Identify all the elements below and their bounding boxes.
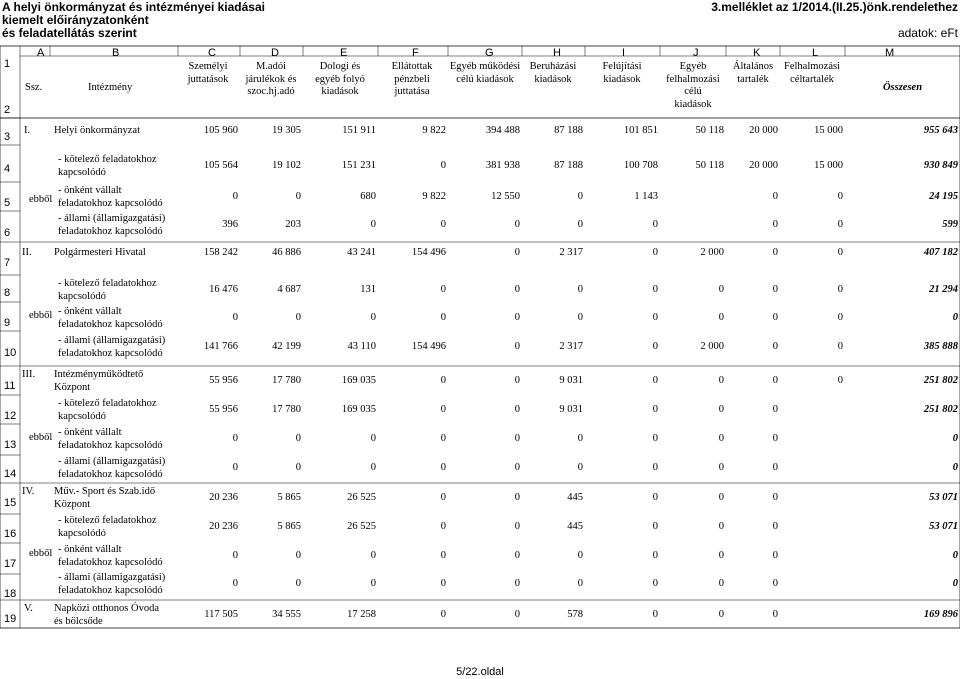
row-value: 0: [440, 462, 446, 473]
row-label: - kötelező feladatokhoz: [58, 398, 157, 409]
row-label: feladatokhoz kapcsolódó: [58, 439, 163, 451]
row-value: 154 496: [411, 341, 446, 352]
row-label: - kötelező feladatokhoz: [58, 278, 157, 289]
row-value: 0: [718, 375, 724, 386]
row-value: 0: [772, 550, 778, 561]
row-label: - önként vállalt: [58, 306, 122, 317]
header-munkaadoi: M.adói: [255, 61, 287, 72]
header-dologi: kiadások: [321, 86, 359, 97]
row-value: 0: [514, 219, 520, 230]
row-total: 251 802: [923, 375, 958, 386]
row-value: 0: [652, 284, 658, 295]
row-value: 0: [440, 312, 446, 323]
row-value: 50 118: [695, 160, 724, 171]
row-value: 0: [295, 578, 301, 589]
row-value: 26 525: [347, 521, 376, 532]
row-roman-numeral: II.: [22, 247, 32, 258]
row-value: 9 822: [422, 125, 446, 136]
row-value: 46 886: [272, 247, 301, 258]
row-value: 20 000: [749, 125, 778, 136]
row-value: 0: [514, 404, 520, 415]
ebbol-label: ebből: [29, 432, 53, 443]
row-label: feladatokhoz kapcsolódó: [58, 584, 163, 596]
row-value: 0: [370, 312, 376, 323]
row-total: 955 643: [923, 125, 958, 136]
header-felhalmozasi-celtartalek: Felhalmozási: [784, 61, 840, 72]
row-value: 0: [577, 433, 583, 444]
row-value: 0: [514, 492, 520, 503]
row-value: 50 118: [695, 125, 724, 136]
row-label: kapcsolódó: [58, 410, 106, 422]
row-value: 0: [440, 492, 446, 503]
column-letter: L: [812, 47, 819, 59]
row-value: 0: [772, 433, 778, 444]
row-value: 0: [514, 550, 520, 561]
row-total: 407 182: [923, 247, 958, 258]
ebbol-label: ebből: [29, 310, 53, 321]
row-value: 0: [440, 550, 446, 561]
row-value: 0: [772, 609, 778, 620]
row-number: 16: [4, 528, 17, 540]
row-value: 1 143: [634, 191, 658, 202]
row-total: 0: [952, 312, 958, 323]
row-value: 0: [232, 433, 238, 444]
column-letter: E: [340, 47, 348, 59]
row-value: 16 476: [209, 284, 238, 295]
row-number: 7: [4, 257, 11, 269]
row-value: 105 960: [203, 125, 238, 136]
row-value: 0: [440, 219, 446, 230]
row-value: 0: [652, 404, 658, 415]
row-value: 0: [718, 609, 724, 620]
row-value: 2 000: [700, 247, 724, 258]
row-value: 154 496: [411, 247, 446, 258]
row-value: 43 241: [347, 247, 376, 258]
column-letter: C: [208, 47, 216, 59]
row-label: és bölcsőde: [54, 615, 103, 627]
row-value: 2 000: [700, 341, 724, 352]
header-intezmeny: Intézmény: [88, 82, 133, 93]
header-altalanos-tartalek: tartalék: [737, 73, 769, 85]
row-value: 0: [577, 550, 583, 561]
row-value: 680: [360, 191, 376, 202]
row-value: 42 199: [272, 341, 301, 352]
row-label: Intézményműködtető: [54, 369, 144, 380]
row-value: 0: [295, 312, 301, 323]
row-number: 13: [4, 439, 17, 451]
row-value: 0: [772, 521, 778, 532]
row-value: 0: [772, 219, 778, 230]
row-total: 0: [952, 433, 958, 444]
header-egyeb-felhalmozasi: kiadások: [674, 98, 712, 110]
row-value: 19 102: [272, 160, 301, 171]
row-label: - önként vállalt: [58, 427, 122, 438]
row-value: 15 000: [814, 125, 843, 136]
header-altalanos-tartalek: Általános: [732, 61, 774, 72]
row-value: 0: [652, 462, 658, 473]
row-value: 0: [652, 219, 658, 230]
row-label: Polgármesteri Hivatal: [54, 247, 146, 258]
row-label: - állami (államigazgatási): [58, 456, 166, 467]
row-value: 0: [772, 341, 778, 352]
row-value: 0: [837, 191, 843, 202]
row-value: 87 188: [554, 160, 583, 171]
row-label: kapcsolódó: [58, 290, 106, 302]
row-value: 20 236: [209, 492, 238, 503]
row-value: 203: [285, 219, 301, 230]
row-value: 9 031: [559, 404, 583, 415]
row-number: 3: [4, 131, 11, 143]
header-ellatottak: pénzbeli: [394, 73, 430, 85]
column-letter: K: [753, 47, 761, 59]
row-label: - kötelező feladatokhoz: [58, 515, 157, 526]
row-label: - önként vállalt: [58, 544, 122, 555]
title-line-1: A helyi önkormányzat és intézményei kiadásai: [2, 0, 265, 14]
unit-label: adatok: eFt: [897, 26, 958, 40]
header-egyeb-felhalmozasi: felhalmozási: [666, 73, 720, 85]
row-value: 0: [718, 492, 724, 503]
row-total: 385 888: [923, 341, 958, 352]
row-value: 151 231: [341, 160, 376, 171]
row-value: 101 851: [623, 125, 658, 136]
header-ssz: Ssz.: [25, 82, 43, 93]
row-total: 0: [952, 578, 958, 589]
row-value: 169 035: [341, 375, 376, 386]
row-value: 0: [837, 284, 843, 295]
row-value: 396: [222, 219, 238, 230]
column-letter: F: [412, 47, 419, 59]
row-value: 87 188: [554, 125, 583, 136]
row-value: 0: [772, 284, 778, 295]
page-number: 5/22.oldal: [456, 666, 504, 678]
row-value: 0: [772, 462, 778, 473]
header-egyeb-mukodesi: célú kiadások: [456, 73, 514, 85]
row-value: 131: [360, 284, 376, 295]
row-total: 21 294: [929, 284, 958, 295]
row-label: - önként vállalt: [58, 185, 122, 196]
column-letter: G: [485, 47, 494, 59]
row-number: 17: [4, 558, 17, 570]
row-value: 0: [514, 433, 520, 444]
row-value: 0: [295, 462, 301, 473]
row-label: feladatokhoz kapcsolódó: [58, 225, 163, 237]
row-value: 0: [440, 609, 446, 620]
row-number: 14: [4, 468, 17, 480]
row-total: 0: [952, 462, 958, 473]
header-szemelyi: juttatások: [187, 73, 229, 85]
row-label: feladatokhoz kapcsolódó: [58, 468, 163, 480]
row-value: 0: [440, 404, 446, 415]
row-value: 0: [440, 160, 446, 171]
row-total: 930 849: [923, 160, 958, 171]
row-total: 0: [952, 550, 958, 561]
row-value: 55 956: [209, 375, 238, 386]
header-felujitasi: Felújítási: [602, 61, 642, 72]
row-value: 0: [295, 550, 301, 561]
row-value: 0: [652, 247, 658, 258]
row-value: 0: [370, 462, 376, 473]
row-number: 10: [4, 347, 17, 359]
row-number: 1: [4, 58, 11, 70]
header-beruhazasi: kiadások: [534, 73, 572, 85]
row-value: 0: [772, 578, 778, 589]
row-value: 100 708: [623, 160, 658, 171]
row-value: 0: [440, 578, 446, 589]
row-value: 15 000: [814, 160, 843, 171]
row-number: 15: [4, 497, 17, 509]
row-label: kapcsolódó: [58, 166, 106, 178]
column-letter: J: [693, 47, 699, 59]
row-label: Napközi otthonos Óvoda: [54, 603, 159, 614]
row-value: 0: [718, 284, 724, 295]
row-value: 4 687: [277, 284, 301, 295]
row-value: 0: [514, 578, 520, 589]
row-value: 0: [772, 312, 778, 323]
row-number: 8: [4, 287, 11, 299]
row-value: 0: [370, 578, 376, 589]
row-value: 0: [718, 312, 724, 323]
row-value: 0: [837, 341, 843, 352]
row-value: 0: [652, 341, 658, 352]
row-value: 0: [718, 550, 724, 561]
row-value: 0: [514, 247, 520, 258]
column-letter: M: [885, 47, 895, 59]
row-label: - kötelező feladatokhoz: [58, 154, 157, 165]
row-label: feladatokhoz kapcsolódó: [58, 556, 163, 568]
ebbol-label: ebből: [29, 548, 53, 559]
row-roman-numeral: III.: [22, 369, 36, 380]
row-label: feladatokhoz kapcsolódó: [58, 347, 163, 359]
row-value: 0: [718, 404, 724, 415]
header-munkaadoi: járulékok és: [245, 73, 297, 85]
header-dologi: egyéb folyó: [315, 73, 365, 85]
row-roman-numeral: I.: [24, 125, 31, 136]
header-dologi: Dologi és: [319, 61, 361, 72]
row-value: 26 525: [347, 492, 376, 503]
row-roman-numeral: IV.: [22, 486, 35, 497]
row-value: 12 550: [491, 191, 520, 202]
row-value: 158 242: [203, 247, 238, 258]
row-value: 0: [652, 492, 658, 503]
row-value: 0: [772, 492, 778, 503]
row-value: 0: [370, 433, 376, 444]
row-label: Műv.- Sport és Szab.idő: [54, 486, 156, 497]
row-value: 0: [772, 375, 778, 386]
row-value: 9 822: [422, 191, 446, 202]
row-value: 0: [772, 404, 778, 415]
row-total: 251 802: [923, 404, 958, 415]
row-value: 0: [440, 433, 446, 444]
row-number: 6: [4, 227, 11, 239]
row-value: 0: [577, 578, 583, 589]
row-value: 0: [772, 191, 778, 202]
header-felhalmozasi-celtartalek: céltartalék: [790, 73, 834, 85]
row-value: 5 865: [277, 492, 301, 503]
column-letter: I: [622, 47, 626, 59]
row-value: 117 505: [204, 609, 238, 620]
row-value: 0: [232, 462, 238, 473]
row-total: 53 071: [929, 492, 958, 503]
row-value: 0: [652, 609, 658, 620]
column-letter: B: [112, 47, 120, 59]
row-value: 0: [440, 375, 446, 386]
row-value: 0: [718, 578, 724, 589]
row-value: 0: [232, 312, 238, 323]
row-label: feladatokhoz kapcsolódó: [58, 318, 163, 330]
header-osszesen: Összesen: [882, 82, 923, 93]
row-value: 0: [232, 578, 238, 589]
row-value: 0: [232, 550, 238, 561]
row-number: 9: [4, 317, 11, 329]
row-number: 4: [4, 163, 11, 175]
row-label: - állami (államigazgatási): [58, 335, 166, 346]
row-label: Központ: [54, 381, 91, 393]
row-value: 169 035: [341, 404, 376, 415]
row-value: 20 236: [209, 521, 238, 532]
column-letter: D: [271, 47, 279, 59]
row-label: Központ: [54, 498, 91, 510]
row-value: 381 938: [485, 160, 520, 171]
row-value: 0: [232, 191, 238, 202]
column-letter: A: [37, 47, 45, 59]
row-value: 17 780: [272, 404, 301, 415]
row-value: 43 110: [347, 341, 376, 352]
row-roman-numeral: V.: [24, 603, 33, 614]
row-value: 0: [837, 375, 843, 386]
row-value: 5 865: [277, 521, 301, 532]
header-ellatottak: Ellátottak: [391, 61, 433, 72]
row-value: 0: [718, 462, 724, 473]
row-number: 12: [4, 410, 17, 422]
row-value: 17 258: [347, 609, 376, 620]
header-beruhazasi: Beruházási: [529, 61, 577, 72]
row-value: 0: [577, 219, 583, 230]
row-value: 141 766: [203, 341, 238, 352]
row-number: 18: [4, 588, 17, 600]
row-value: 0: [514, 341, 520, 352]
row-label: - állami (államigazgatási): [58, 213, 166, 224]
row-value: 0: [837, 312, 843, 323]
row-value: 0: [514, 284, 520, 295]
row-value: 0: [577, 284, 583, 295]
row-value: 20 000: [749, 160, 778, 171]
row-value: 0: [440, 521, 446, 532]
row-value: 34 555: [272, 609, 301, 620]
row-value: 0: [652, 578, 658, 589]
row-value: 445: [567, 521, 583, 532]
ebbol-label: ebből: [29, 194, 53, 205]
row-value: 0: [440, 284, 446, 295]
row-value: 0: [514, 462, 520, 473]
row-value: 0: [370, 219, 376, 230]
row-total: 53 071: [929, 521, 958, 532]
row-value: 0: [652, 312, 658, 323]
row-value: 0: [514, 312, 520, 323]
row-value: 0: [652, 521, 658, 532]
annex-reference: 3.melléklet az 1/2014.(II.25.)önk.rendelethez: [711, 0, 958, 14]
header-munkaadoi: szoc.hj.adó: [247, 86, 295, 97]
row-label: kapcsolódó: [58, 527, 106, 539]
header-felujitasi: kiadások: [603, 73, 641, 85]
row-number: 19: [4, 613, 17, 625]
row-value: 0: [652, 433, 658, 444]
title-line-3: és feladatellátás szerint: [2, 26, 137, 40]
row-value: 0: [370, 550, 376, 561]
title-line-2: kiemelt előirányzatonként: [2, 13, 149, 27]
row-value: 0: [514, 609, 520, 620]
row-value: 0: [837, 247, 843, 258]
row-label: Helyi önkormányzat: [54, 125, 141, 136]
row-value: 151 911: [342, 125, 376, 136]
row-value: 0: [772, 247, 778, 258]
row-value: 0: [295, 433, 301, 444]
row-value: 105 564: [203, 160, 238, 171]
row-value: 55 956: [209, 404, 238, 415]
header-egyeb-mukodesi: Egyéb működési: [449, 61, 521, 72]
header-egyeb-felhalmozasi: célú: [684, 86, 702, 97]
row-total: 24 195: [929, 191, 958, 202]
row-value: 0: [514, 521, 520, 532]
row-number: 11: [4, 380, 16, 392]
row-value: 2 317: [559, 247, 583, 258]
row-value: 19 305: [272, 125, 301, 136]
row-value: 2 317: [559, 341, 583, 352]
row-value: 0: [577, 191, 583, 202]
row-value: 0: [837, 219, 843, 230]
row-value: 0: [577, 312, 583, 323]
column-letter: H: [553, 47, 561, 59]
row-value: 0: [652, 550, 658, 561]
row-total: 169 896: [923, 609, 958, 620]
row-number: 2: [4, 104, 11, 116]
row-value: 0: [652, 375, 658, 386]
header-ellatottak: juttatása: [394, 86, 430, 97]
row-value: 445: [567, 492, 583, 503]
row-value: 578: [567, 609, 583, 620]
header-szemelyi: Személyi: [188, 61, 228, 72]
row-value: 0: [718, 521, 724, 532]
row-value: 394 488: [485, 125, 520, 136]
row-label: feladatokhoz kapcsolódó: [58, 197, 163, 209]
header-egyeb-felhalmozasi: Egyéb: [679, 61, 707, 72]
row-number: 5: [4, 197, 11, 209]
row-value: 0: [295, 191, 301, 202]
row-value: 17 780: [272, 375, 301, 386]
row-value: 0: [577, 462, 583, 473]
row-total: 599: [942, 219, 958, 230]
row-value: 9 031: [559, 375, 583, 386]
row-value: 0: [718, 433, 724, 444]
row-label: - állami (államigazgatási): [58, 572, 166, 583]
row-value: 0: [514, 375, 520, 386]
